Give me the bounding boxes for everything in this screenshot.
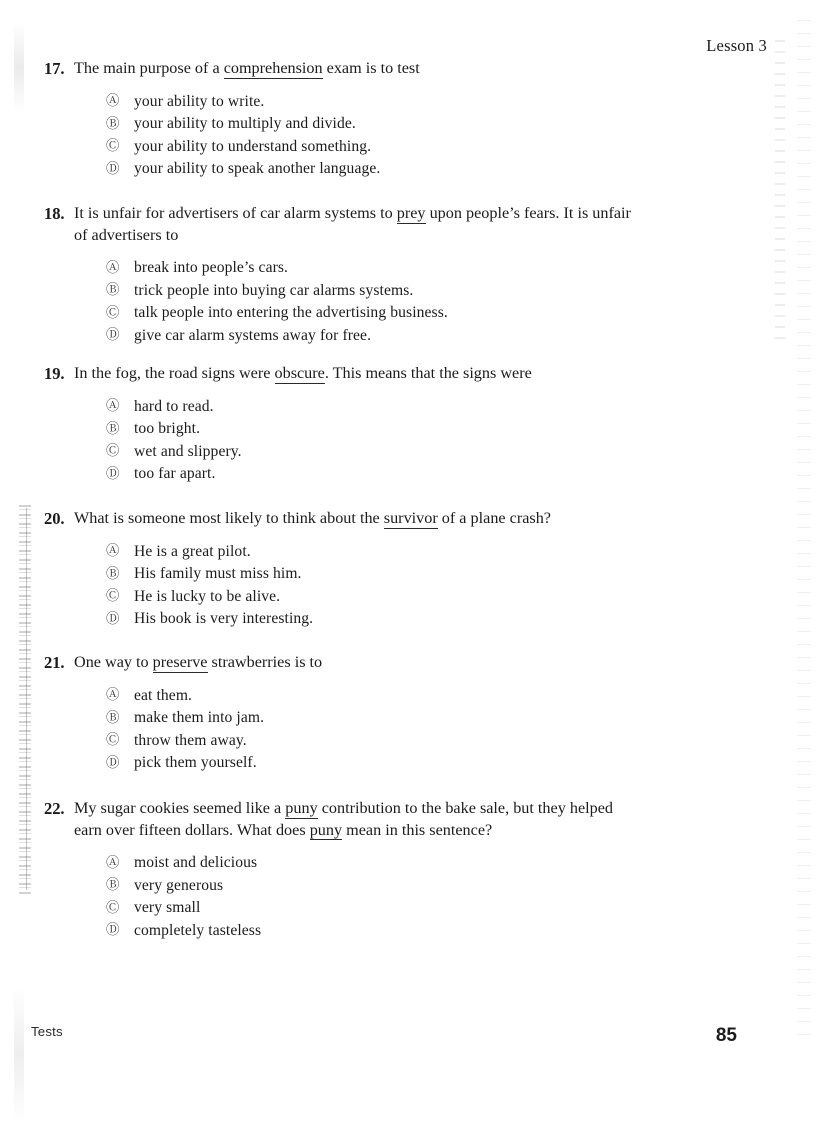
- question-number: 18.: [44, 204, 65, 223]
- choice-bubble-icon[interactable]: Ⓓ: [106, 611, 120, 627]
- choice-bubble-icon[interactable]: Ⓐ: [106, 260, 120, 276]
- question-stem: [44, 363, 684, 385]
- choice-label: make them into jam.: [134, 709, 265, 727]
- choice-option[interactable]: [106, 302, 644, 325]
- question-number: 21.: [44, 653, 65, 672]
- choice-bubble-icon[interactable]: Ⓐ: [106, 544, 120, 559]
- question-block: [44, 203, 644, 347]
- choice-bubble-icon[interactable]: Ⓒ: [106, 733, 120, 749]
- scan-artifact-left-edge: [14, 0, 24, 1121]
- choice-label: trick people into buying car alarms systems.: [134, 281, 414, 299]
- choice-bubble-icon[interactable]: Ⓐ: [106, 399, 120, 414]
- question-stem: [44, 58, 684, 80]
- choice-label: give car alarm systems away for free.: [134, 326, 372, 344]
- question-number: 22.: [44, 799, 65, 818]
- choice-option[interactable]: [106, 418, 684, 441]
- question-stem: [44, 508, 684, 530]
- choice-list: [44, 257, 644, 347]
- scan-artifact-margin-fineprint: [19, 505, 31, 895]
- question-block: [44, 798, 644, 942]
- choice-label: too far apart.: [134, 465, 216, 483]
- choice-option[interactable]: [106, 586, 684, 609]
- scan-artifact-right-edge: [797, 20, 811, 1040]
- choice-bubble-icon[interactable]: Ⓓ: [106, 466, 120, 482]
- choice-bubble-icon[interactable]: Ⓑ: [106, 878, 120, 894]
- question-stem: [44, 203, 644, 246]
- choice-bubble-icon[interactable]: Ⓒ: [106, 305, 120, 321]
- question-stem: [44, 798, 644, 841]
- choice-option[interactable]: [106, 136, 684, 159]
- choice-bubble-icon[interactable]: Ⓓ: [106, 328, 120, 344]
- choice-option[interactable]: [106, 257, 644, 280]
- choice-label: eat them.: [134, 686, 193, 704]
- choice-label: completely tasteless: [134, 921, 262, 939]
- choice-bubble-icon[interactable]: Ⓓ: [106, 161, 120, 177]
- question-text: One way to preserve strawberries is to: [74, 653, 323, 671]
- choice-option[interactable]: [106, 325, 644, 348]
- question-text: What is someone most likely to think about the survivor of a plane crash?: [74, 509, 551, 527]
- choice-bubble-icon[interactable]: Ⓒ: [106, 589, 120, 605]
- choice-label: His family must miss him.: [134, 565, 302, 583]
- choice-option[interactable]: [106, 91, 684, 114]
- choice-label: pick them yourself.: [134, 754, 257, 772]
- choice-bubble-icon[interactable]: Ⓑ: [106, 283, 120, 299]
- choice-option[interactable]: [106, 752, 684, 775]
- question-number: 20.: [44, 509, 65, 528]
- lesson-header: Lesson 3: [706, 36, 767, 55]
- choice-option[interactable]: [106, 852, 644, 875]
- choice-bubble-icon[interactable]: Ⓑ: [106, 710, 120, 726]
- choice-option[interactable]: [106, 707, 684, 730]
- choice-option[interactable]: [106, 897, 644, 920]
- choice-option[interactable]: [106, 730, 684, 753]
- choice-option[interactable]: [106, 541, 684, 564]
- question-text: It is unfair for advertisers of car alarm systems to prey upon people’s fears. It is unfair of advertisers to: [74, 204, 631, 244]
- choice-label: your ability to speak another language.: [134, 160, 381, 178]
- question-stem: [44, 652, 684, 674]
- question-text: My sugar cookies seemed like a puny contribution to the bake sale, but they helped earn over fifteen dollars. What does puny mean in this sentence?: [74, 799, 613, 839]
- choice-option[interactable]: [106, 113, 684, 136]
- choice-list: [44, 541, 684, 631]
- choice-label: your ability to understand something.: [134, 137, 372, 155]
- choice-option[interactable]: [106, 441, 684, 464]
- choice-bubble-icon[interactable]: Ⓐ: [106, 94, 120, 109]
- question-block: [44, 58, 684, 181]
- choice-label: your ability to multiply and divide.: [134, 115, 356, 133]
- question-block: [44, 363, 684, 486]
- choice-bubble-icon[interactable]: Ⓑ: [106, 421, 120, 437]
- question-text: The main purpose of a comprehension exam is to test: [74, 59, 420, 77]
- choice-bubble-icon[interactable]: Ⓒ: [106, 444, 120, 460]
- choice-option[interactable]: [106, 280, 644, 303]
- choice-bubble-icon[interactable]: Ⓓ: [106, 755, 120, 771]
- choice-label: your ability to write.: [134, 92, 265, 110]
- footer-page-number: 85: [715, 1025, 737, 1046]
- scan-artifact-margin-rule: [26, 508, 27, 890]
- choice-option[interactable]: [106, 875, 644, 898]
- choice-label: wet and slippery.: [134, 442, 242, 460]
- choice-label: very generous: [134, 876, 224, 894]
- choice-label: hard to read.: [134, 397, 214, 415]
- choice-label: moist and delicious: [134, 854, 258, 871]
- choice-bubble-icon[interactable]: Ⓒ: [106, 139, 120, 155]
- choice-bubble-icon[interactable]: Ⓑ: [106, 116, 120, 132]
- question-block: [44, 652, 684, 775]
- choice-label: talk people into entering the advertising business.: [134, 304, 448, 322]
- question-number: 19.: [44, 364, 65, 383]
- choice-label: His book is very interesting.: [134, 610, 314, 628]
- choice-bubble-icon[interactable]: Ⓒ: [106, 900, 120, 916]
- choice-option[interactable]: [106, 563, 684, 586]
- choice-option[interactable]: [106, 920, 644, 943]
- choice-label: too bright.: [134, 420, 201, 438]
- question-block: [44, 508, 684, 631]
- choice-option[interactable]: [106, 158, 684, 181]
- choice-option[interactable]: [106, 685, 684, 708]
- choice-list: [44, 685, 684, 775]
- choice-list: [44, 396, 684, 486]
- choice-list: [44, 852, 644, 942]
- choice-bubble-icon[interactable]: Ⓓ: [106, 923, 120, 939]
- choice-label: He is a great pilot.: [134, 542, 251, 560]
- choice-bubble-icon[interactable]: Ⓐ: [106, 855, 120, 871]
- choice-label: He is lucky to be alive.: [134, 587, 281, 605]
- footer-section-label: Tests: [31, 1024, 63, 1039]
- choice-option[interactable]: [106, 463, 684, 486]
- choice-option[interactable]: [106, 396, 684, 419]
- choice-list: [44, 91, 684, 181]
- choice-bubble-icon[interactable]: Ⓑ: [106, 566, 120, 582]
- choice-option[interactable]: [106, 608, 684, 631]
- choice-bubble-icon[interactable]: Ⓐ: [106, 688, 120, 703]
- question-number: 17.: [44, 59, 65, 78]
- choice-label: very small: [134, 899, 201, 917]
- choice-label: throw them away.: [134, 731, 247, 749]
- scan-artifact-right-edge-secondary: [775, 40, 785, 340]
- choice-label: break into people’s cars.: [134, 259, 289, 276]
- question-text: In the fog, the road signs were obscure. This means that the signs were: [74, 364, 532, 382]
